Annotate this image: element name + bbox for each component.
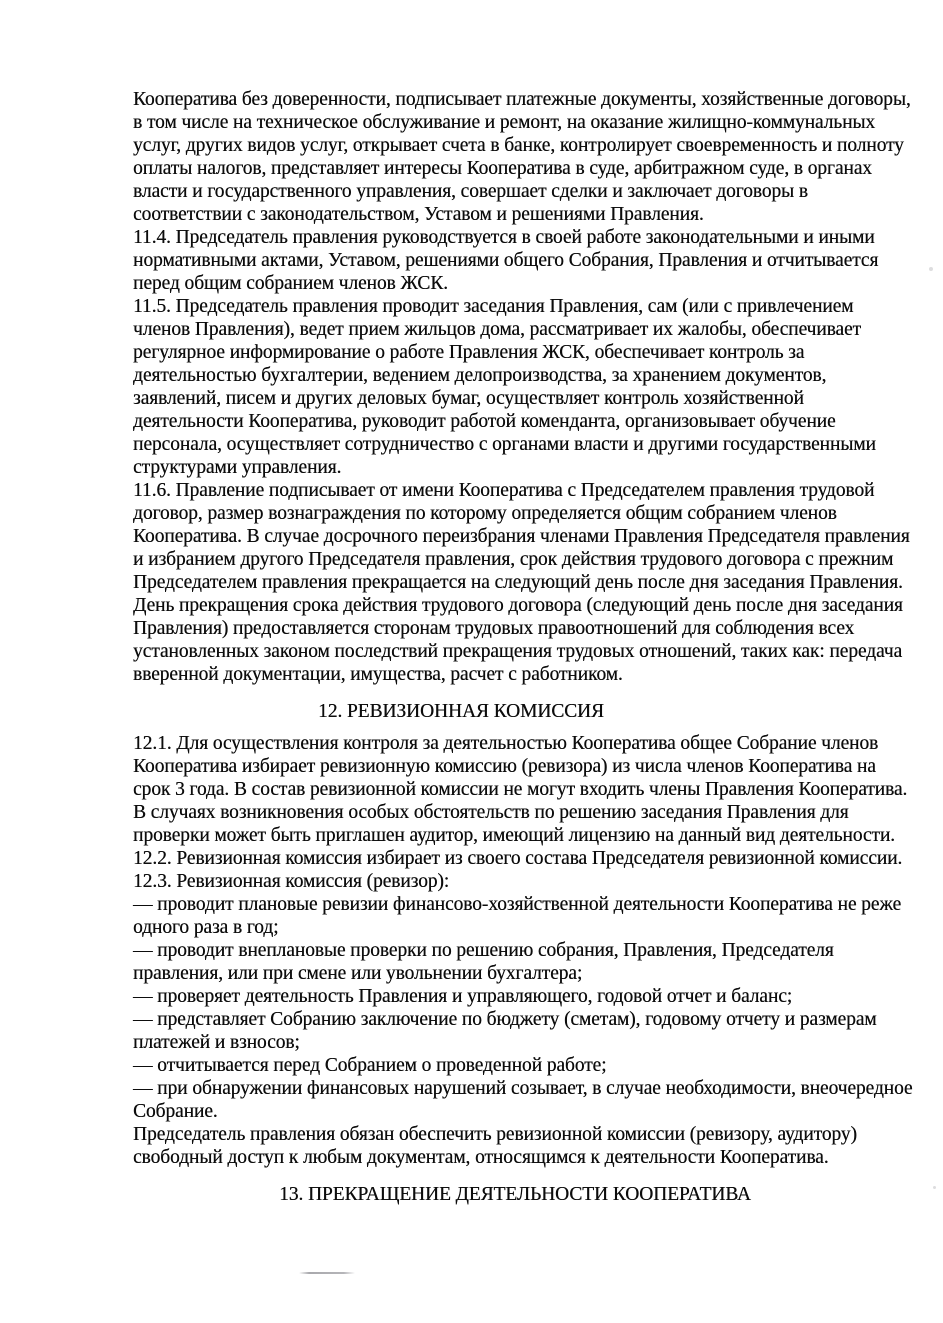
scan-speck [929, 267, 933, 271]
clause-11-6: 11.6. Правление подписывает от имени Кооператива с Председателем правления трудовой договор, размер вознаграждения по которому определяется общим собранием членов Кооператива. В случае досрочного переизбрания членами Правления Председателя правления и избранием другого Председателя правления, срок действия трудового договора с прежним Председателем правления прекращается на следующий день после дня заседания Правления. День прекращения срока действия трудового договора (следующий день после дня заседания Правления) предоставляется сторонам трудовых правоотношений для соблюдения всех установленных законом последствий прекращения трудовых отношений, таких как: передача вверенной документации, имущества, расчет с работником. [133, 480, 910, 685]
scan-speck [933, 1186, 936, 1189]
clause-12-2: 12.2. Ревизионная комиссия избирает из своего состава Председателя ревизионной комиссии. [133, 848, 903, 869]
clause-11-5: 11.5. Председатель правления проводит заседания Правления, сам (или с привлечением членов Правления), ведет прием жильцов дома, рассматривает их жалобы, обеспечивает регулярное информирование о работе Правления ЖСК, обеспечивает контроль за деятельностью бухгалтерии, ведением делопроизводства, за хранением документов, заявлений, писем и других деловых бумаг, осуществляет контроль хозяйственной деятельности Кооператива, руководит работой коменданта, организовывает обучение персонала, осуществляет сотрудничество с органами власти и другими государственными структурами управления. [133, 296, 876, 478]
list-item-unplanned-checks: — проводит внеплановые проверки по решению собрания, Правления, Председателя правления, или при смене или увольнении бухгалтера; [133, 940, 834, 984]
list-item-budget-conclusion: — представляет Собранию заключение по бюджету (сметам), годовому отчету и размерам платежей и взносов; [133, 1009, 877, 1053]
clause-11-4: 11.4. Председатель правления руководствуется в своей работе законодательными и иными нормативными актами, Уставом, решениями общего Собрания, Правления и отчитывается перед общим собранием членов ЖСК. [133, 227, 879, 294]
list-item-planned-audits: — проводит плановые ревизии финансово-хозяйственной деятельности Кооператива не реже одного раза в год; [133, 894, 902, 938]
heading-section-12-revision-commission: 12. РЕВИЗИОННАЯ КОМИССИЯ [318, 701, 604, 722]
clause-12-3: 12.3. Ревизионная комиссия (ревизор): [133, 871, 450, 892]
paragraph-chairman-obligation: Председатель правления обязан обеспечить ревизионной комиссии (ревизору, аудитору) свободный доступ к любым документам, относящимся к деятельности Кооператива. [133, 1124, 857, 1168]
document-text-block [133, 88, 913, 1206]
paragraph-continuation: Кооператива без доверенности, подписывает платежные документы, хозяйственные договоры, в том числе на техническое обслуживание и ремонт, на оказание жилищно-коммунальных услуг, других видов услуг, открывает счета в банке, контролирует своевременность и полноту оплаты налогов, представляет интересы Кооператива в суде, арбитражном суде, в органах власти и государственного управления, совершает сделки и заключает договоры в соответствии с законодательством, Уставом и решениями Правления. [133, 89, 911, 225]
scan-smudge-line [299, 1272, 355, 1274]
list-item-convenes-assembly: — при обнаружении финансовых нарушений созывает, в случае необходимости, внеочередное Собрание. [133, 1078, 913, 1122]
list-item-reports-to-assembly: — отчитывается перед Собранием о проведенной работе; [133, 1055, 607, 1076]
heading-section-13-termination: 13. ПРЕКРАЩЕНИЕ ДЕЯТЕЛЬНОСТИ КООПЕРАТИВА [279, 1184, 751, 1205]
list-item-checks-board-activity: — проверяет деятельность Правления и управляющего, годовой отчет и баланс; [133, 986, 793, 1007]
clause-12-1: 12.1. Для осуществления контроля за деятельностью Кооператива общее Собрание членов Кооператива избирает ревизионную комиссию (ревизора) из числа членов Кооператива на срок 3 года. В состав ревизионной комиссии не могут входить члены Правления Кооператива. В случаях возникновения особых обстоятельств по решению заседания Правления для проверки может быть приглашен аудитор, имеющий лицензию на данный вид деятельности. [133, 733, 908, 846]
